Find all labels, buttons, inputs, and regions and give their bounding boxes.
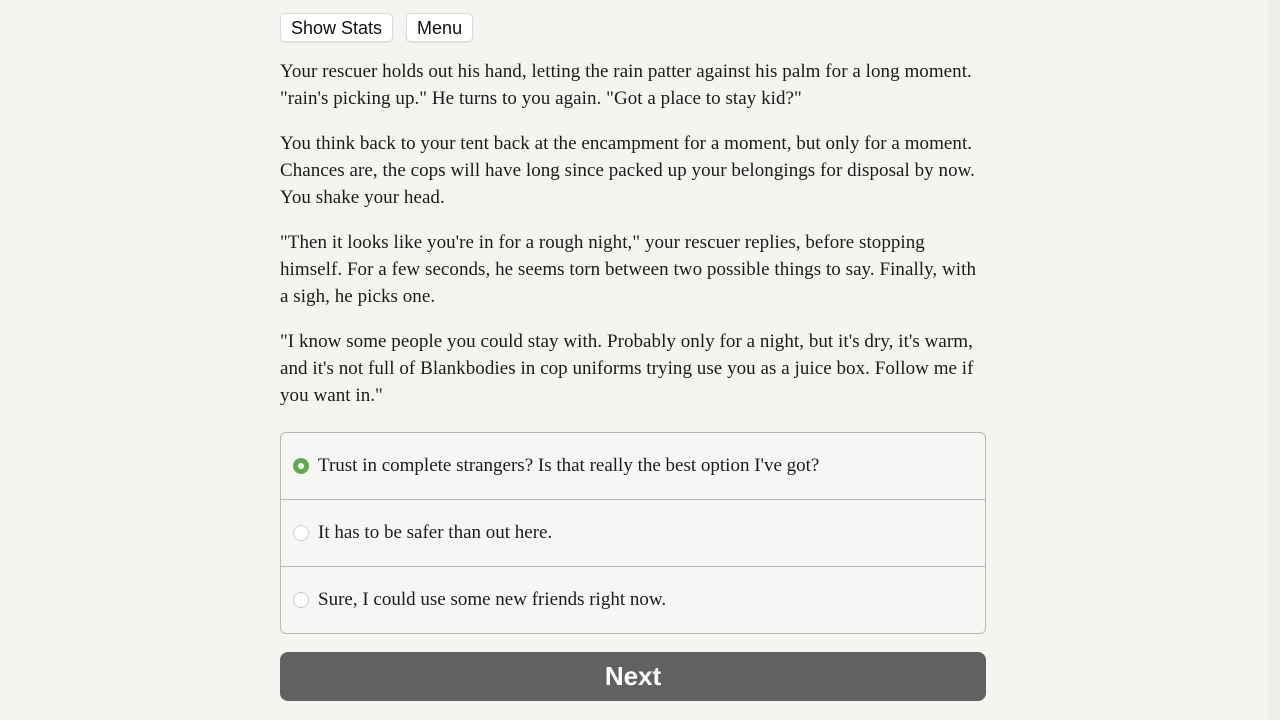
- game-container: [280, 13, 986, 701]
- radio-selected-icon[interactable]: [293, 458, 309, 474]
- scrollbar-track[interactable]: [1268, 0, 1280, 720]
- story-paragraph: "I know some people you could stay with. Probably only for a night, but it's dry, it's warm, and it's not full of Blankbodies in cop uniforms trying use you as a juice box. Follow me if you want in.": [280, 331, 974, 406]
- choice-label: It has to be safer than out here.: [318, 522, 553, 543]
- story-paragraph: "Then it looks like you're in for a rough night," your rescuer replies, before stopping himself. For a few seconds, he seems torn between two possible things to say. Finally, with a sigh, he picks one.: [280, 232, 977, 307]
- story-paragraph: Your rescuer holds out his hand, letting the rain patter against his palm for a long moment. "rain's picking up." He turns to you again. "Got a place to stay kid?": [280, 61, 972, 109]
- radio-unselected-icon[interactable]: [293, 592, 309, 608]
- story-text: [280, 58, 986, 409]
- choice-label: Sure, I could use some new friends right now.: [318, 589, 667, 610]
- next-button[interactable]: Next: [280, 652, 986, 701]
- radio-unselected-icon[interactable]: [293, 525, 309, 541]
- choice-list: [280, 432, 986, 634]
- choice-option-3[interactable]: [281, 566, 985, 633]
- show-stats-button[interactable]: Show Stats: [280, 13, 393, 42]
- toolbar: [280, 13, 986, 42]
- choice-option-2[interactable]: [281, 499, 985, 566]
- story-paragraph: You think back to your tent back at the encampment for a moment, but only for a moment. Chances are, the cops will have long since packed up your belongings for disposal by now. You shake your head.: [280, 133, 975, 208]
- choice-option-1[interactable]: [281, 433, 985, 499]
- menu-button[interactable]: Menu: [406, 13, 473, 42]
- choice-label: Trust in complete strangers? Is that really the best option I've got?: [318, 455, 820, 476]
